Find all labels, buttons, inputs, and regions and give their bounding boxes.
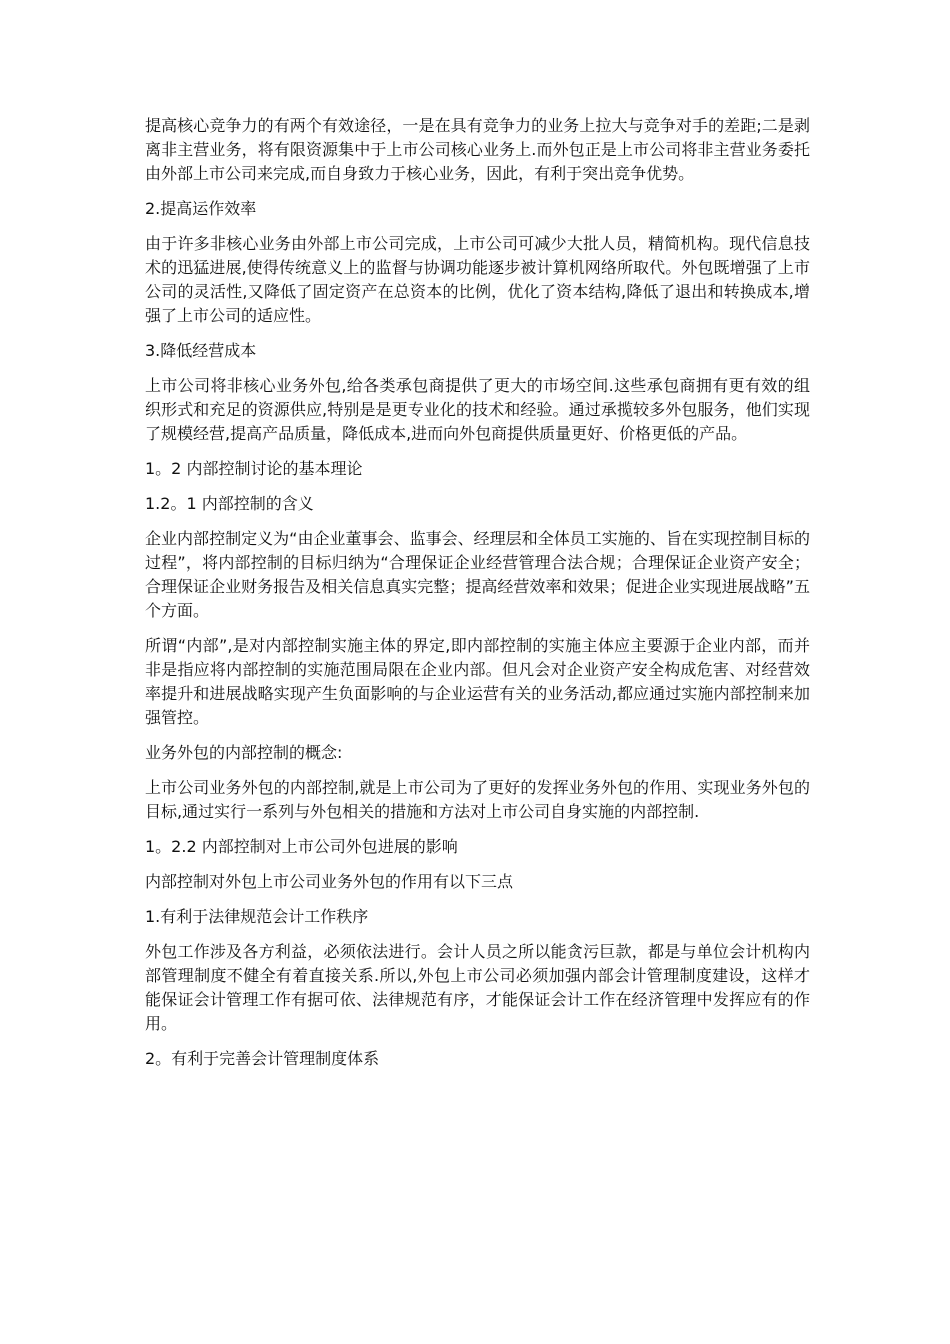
heading-three-points: 内部控制对外包上市公司业务外包的作用有以下三点 — [145, 872, 514, 891]
heading-outsourcing-concept: 业务外包的内部控制的概念: — [145, 743, 343, 762]
paragraph-efficiency: 由于许多非核心业务由外部上市公司完成，上市公司可减少大批人员，精简机构。现代信息技术的迅猛进展,使得传统意义上的监督与协调功能逐步被计算机网络所取代。外包既增强了上市公司的灵活性,又降低了固定资产在总资本的比例，优化了资本结构,降低了退出和转换成本,增强了上市公司的适应性。 — [145, 234, 810, 325]
heading-section-1-2: 1。2 内部控制讨论的基本理论 — [145, 459, 363, 478]
paragraph-competitiveness: 提高核心竞争力的有两个有效途径，一是在具有竞争力的业务上拉大与竞争对手的差距;二是剥离非主营业务，将有限资源集中于上市公司核心业务上.而外包正是上市公司将非主营业务委托由外部上市公司来完成,而自身致力于核心业务，因此，有利于突出竞争优势。 — [145, 116, 810, 183]
document-page — [145, 114, 810, 1082]
heading-cost: 3.降低经营成本 — [145, 341, 257, 360]
paragraph-point-1: 外包工作涉及各方利益，必须依法进行。会计人员之所以能贪污巨款，都是与单位会计机构内部管理制度不健全有着直接关系.所以,外包上市公司必须加强内部会计管理制度建设，这样才能保证会计管理工作有据可依、法律规范有序，才能保证会计工作在经济管理中发挥应有的作用。 — [145, 942, 810, 1033]
paragraph-cost: 上市公司将非核心业务外包,给各类承包商提供了更大的市场空间.这些承包商拥有更有效的组织形式和充足的资源供应,特别是是更专业化的技术和经验。通过承揽较多外包服务，他们实现了规模经营,提高产品质量，降低成本,进而向外包商提供质量更好、价格更低的产品。 — [145, 376, 810, 443]
paragraph-internal: 所谓“内部”,是对内部控制实施主体的界定,即内部控制的实施主体应主要源于企业内部，而并非是指应将内部控制的实施范围局限在企业内部。但凡会对企业资产安全构成危害、对经营效率提升和进展战略实现产生负面影响的与企业运营有关的业务活动,都应通过实施内部控制来加强管控。 — [145, 636, 810, 727]
heading-point-1: 1.有利于法律规范会计工作秩序 — [145, 907, 369, 926]
heading-section-1-2-1: 1.2。1 内部控制的含义 — [145, 494, 314, 513]
heading-section-1-2-2: 1。2.2 内部控制对上市公司外包进展的影响 — [145, 837, 458, 856]
heading-efficiency: 2.提高运作效率 — [145, 199, 257, 218]
paragraph-outsourcing-control: 上市公司业务外包的内部控制,就是上市公司为了更好的发挥业务外包的作用、实现业务外包的目标,通过实行一系列与外包相关的措施和方法对上市公司自身实施的内部控制. — [145, 778, 810, 821]
heading-point-2: 2。有利于完善会计管理制度体系 — [145, 1049, 380, 1068]
paragraph-definition: 企业内部控制定义为“由企业董事会、监事会、经理层和全体员工实施的、旨在实现控制目标的过程”，将内部控制的目标归纳为“合理保证企业经营管理合法合规；合理保证企业资产安全；合理保证企业财务报告及相关信息真实完整；提高经营效率和效果；促进企业实现进展战略”五个方面。 — [145, 529, 810, 620]
